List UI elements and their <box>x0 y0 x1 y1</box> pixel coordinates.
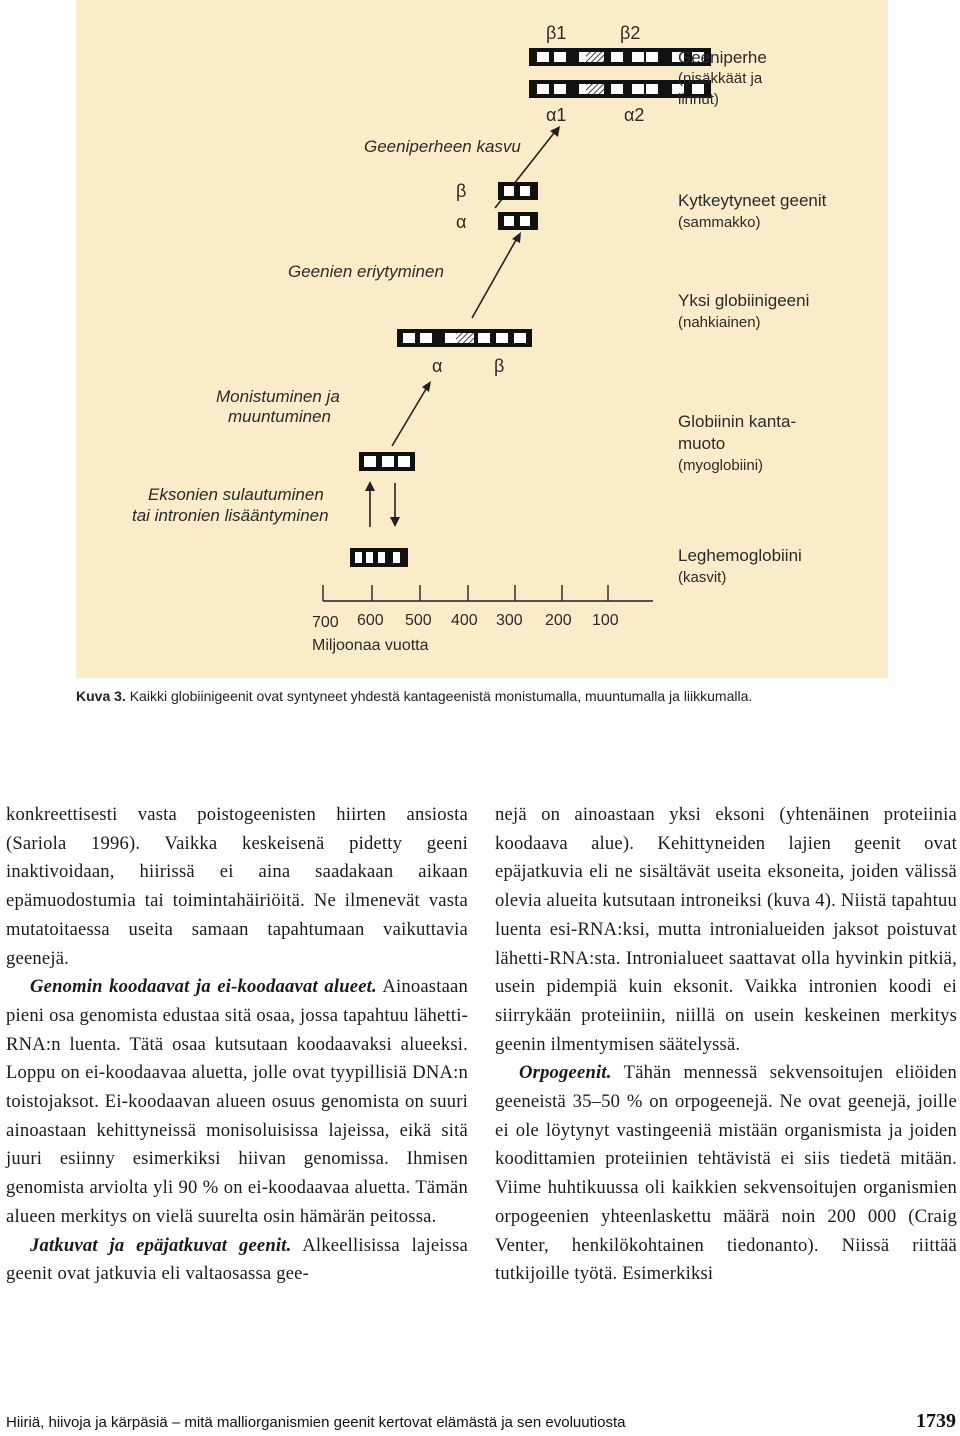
tick-label: 300 <box>496 612 523 629</box>
tick-label: 400 <box>451 612 478 629</box>
paragraph-text: Tähän mennessä sekvensoitujen eliöiden geeneistä 35–50 % on orpogeenejä. Ne ovat geenejä, joille ei ole löytynyt vastingeeniä mistään organismista ja joiden koodittamien proteiinien tehtävistä ei siis tiedetä mitään. Viime huhtikuussa oli kaikkien sekvensoitujen organismien orpogeenien yhteenlaskettu määrä noin 200 000 (Craig Venter, henkilökohtainen tiedonanto). Niissä riittää tutkijoille työtä. Esimerkiksi <box>495 1062 957 1285</box>
gene-linked-alpha <box>498 212 538 230</box>
caption-text: Kaikki globiinigeenit ovat syntyneet yhdestä kantageenistä monistumalla, muuntumalla ja liikkumalla. <box>129 688 753 704</box>
tick-label: 600 <box>357 612 384 629</box>
paragraph-text: Ainoastaan pieni osa genomista edustaa sitä osaa, jossa tapahtuu lähetti-RNA:n luenta. Tätä osaa kutsutaan koodaavaksi alueeksi. Loppu on ei-koodaavaa aluetta, jolle ovat tyypillisiä DNA:n toistojaksot. Ei-koodaavan alueen osuus genomista on suuri ainoastaan kehittyneissä monisoluisissa lajeissa, eikä sitä juuri esiinny esimerkiksi hiivan genomissa. Ihmisen genomista arviolta yli 90 % on ei-koodaavaa aluetta. Tämän alueen merkitys on vielä suurelta osin hämärän peitossa. <box>6 976 469 1227</box>
arrow-fusion-up <box>365 481 375 527</box>
label-alpha2: α2 <box>624 105 645 125</box>
label-linked-title: Kytkeytyneet geenit <box>678 191 827 210</box>
arrow-to-duplicated <box>392 381 431 446</box>
left-column <box>6 801 468 1289</box>
page-footer <box>6 1410 956 1436</box>
run-in-heading: Orpogeenit. <box>519 1062 612 1084</box>
right-column <box>495 801 957 1289</box>
time-axis <box>323 585 653 601</box>
label-alpha-dup: α <box>432 356 443 376</box>
label-leg-title: Leghemoglobiini <box>678 546 802 565</box>
label-alpha1: α1 <box>546 105 567 125</box>
label-family-title: Geeniperhe <box>678 48 767 67</box>
page-number: 1739 <box>916 1410 956 1432</box>
run-in-heading: Genomin koodaavat ja ei-koodaavat alueet. <box>30 976 377 998</box>
label-alpha-linked: α <box>456 212 467 232</box>
tick-label: 500 <box>405 612 432 629</box>
label-beta-linked: β <box>456 181 467 201</box>
paragraph-orphan-genes <box>495 1059 957 1289</box>
label-family-sub1: (nisäkkäät ja <box>678 70 763 87</box>
figure-caption <box>76 688 916 704</box>
tick-label: 100 <box>592 612 619 629</box>
label-family-sub2: linnut) <box>678 91 719 108</box>
arrow-to-linked <box>472 232 521 318</box>
label-dup-1: Monistuminen ja <box>216 387 340 406</box>
paragraph: konkreettisesti vasta poistogeenisten hiirten ansiosta (Sariola 1996). Vaikka keskeisenä pidetty geeni inaktivoidaan, hiirissä ei aina saadakaan aikaan epämuodostumia tai toimintahäiriöitä. Ne ilmenevät vasta mutatoitaessa useita samaan tapahtumaan vaikuttavia geenejä. <box>6 804 468 969</box>
run-in-heading: Jatkuvat ja epäjatkuvat geenit. <box>30 1234 292 1256</box>
label-differentiation: Geenien eriytyminen <box>288 262 444 281</box>
label-base-sub: (myoglobiini) <box>678 457 764 474</box>
gene-linked-beta <box>498 182 538 200</box>
tick-label: 200 <box>545 612 572 629</box>
axis-title: Miljoonaa vuotta <box>312 637 429 654</box>
running-title: Hiiriä, hiivoja ja kärpäsiä – mitä malliorganismien geenit kertovat elämästä ja sen evoluutiosta <box>6 1414 626 1431</box>
label-base-2: muoto <box>678 434 726 453</box>
label-linked-sub: (sammakko) <box>678 214 761 231</box>
paragraph-continuous-genes <box>6 1232 468 1289</box>
paragraph-text: Alkeellisissa lajeissa geenit ovat jatkuvia eli valtaosassa gee- <box>6 1234 468 1285</box>
label-base-1: Globiinin kanta- <box>678 412 797 431</box>
label-beta-dup: β <box>494 356 505 376</box>
gene-duplicated <box>397 329 532 347</box>
paragraph-coding-regions <box>6 973 468 1231</box>
gene-myoglobin <box>359 452 415 471</box>
label-beta1: β1 <box>546 23 567 43</box>
globin-evolution-diagram <box>76 0 888 678</box>
label-single-title: Yksi globiinigeeni <box>678 291 810 310</box>
caption-label: Kuva 3. <box>76 688 126 704</box>
tick-label: 700 <box>312 614 339 631</box>
paragraph: nejä on ainoastaan yksi eksoni (yhtenäinen proteiinia koodaava alue). Kehittyneiden lajien geenit ovat epäjatkuvia eli ne sisältävät useita eksoneita, joiden välissä olevia alueita kutsutaan introneiksi (kuva 4). Niistä tapahtuu luenta esi-RNA:ksi, mutta intronialueiden jaksot poistuvat lähetti-RNA:sta. Intronialueet saattavat olla hyvinkin pitkiä, usein pidempiä kuin eksonit. Vaikka intronien koodi ei siirrykään proteiiniin, niillä on usein keskeinen merkitys geenin ilmentymisen säätelyssä. <box>495 804 957 1055</box>
figure-panel <box>76 0 888 678</box>
arrow-fusion-down <box>390 483 400 527</box>
label-beta2: β2 <box>620 23 641 43</box>
label-growth: Geeniperheen kasvu <box>364 137 521 156</box>
label-fusion-1: Eksonien sulautuminen <box>148 485 324 504</box>
label-single-sub: (nahkiainen) <box>678 314 761 331</box>
label-dup-2: muuntuminen <box>228 407 332 426</box>
gene-leghemoglobin <box>350 548 408 567</box>
label-fusion-2: tai intronien lisääntyminen <box>132 506 329 525</box>
label-leg-sub: (kasvit) <box>678 569 727 586</box>
